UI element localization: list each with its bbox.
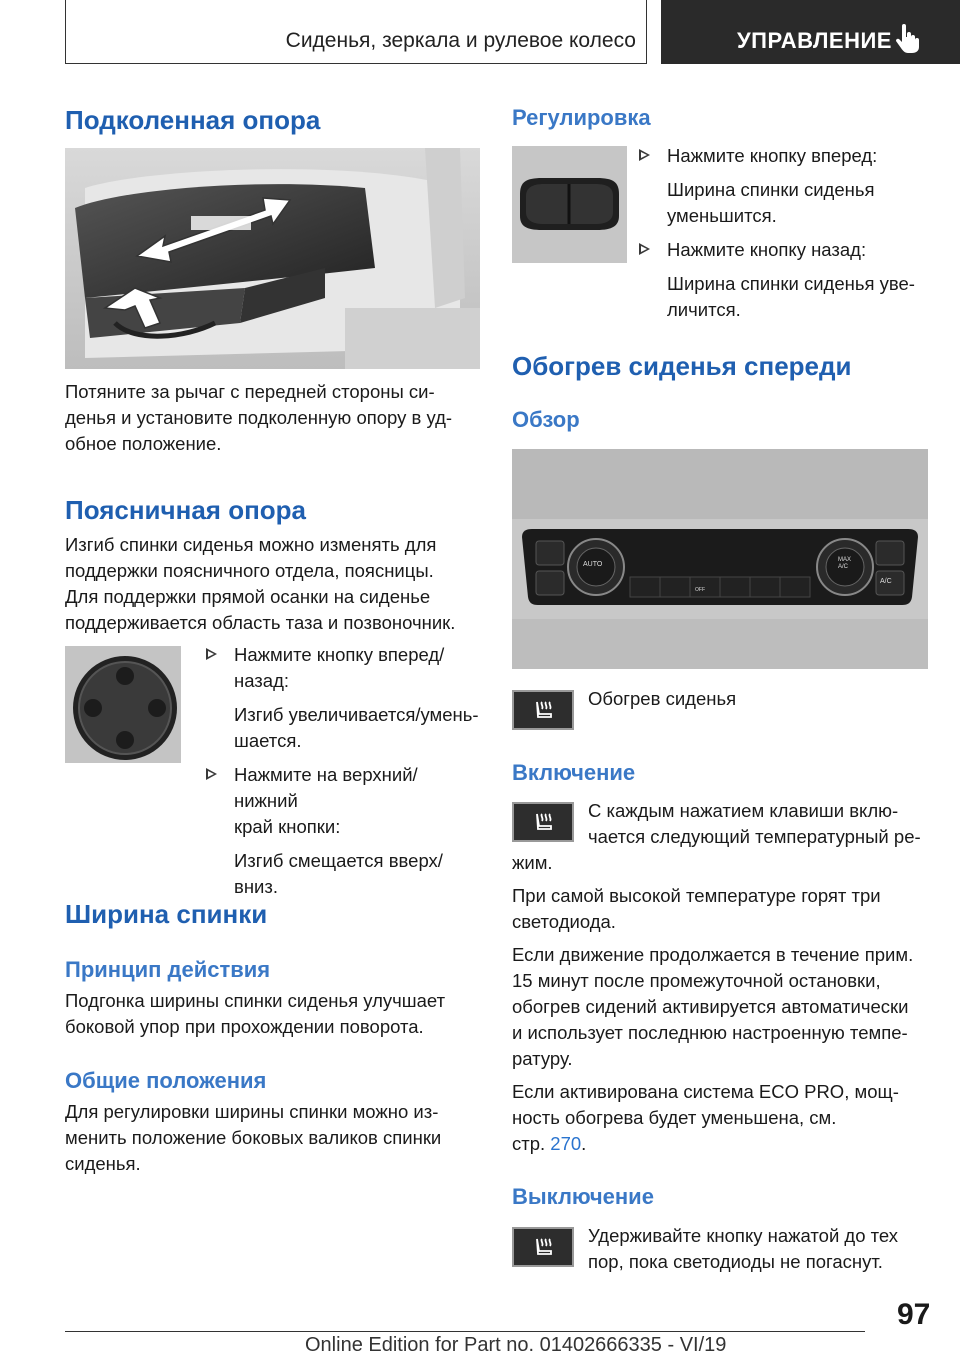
- bullet-triangle-icon: [639, 243, 650, 255]
- bullet-triangle-icon: [206, 648, 217, 660]
- bullet-triangle-icon: [206, 768, 217, 780]
- seat-heating-title: Обогрев сиденья спереди: [512, 351, 852, 381]
- lumbar-step-1-line-2: назад:: [234, 670, 290, 691]
- width-result-1: [639, 177, 930, 229]
- off-button-label: OFF: [695, 587, 705, 593]
- lumbar-step-1-line-1: Нажмите кнопку вперед/: [234, 644, 445, 665]
- switch-on-text-2: чается следующий температурный ре-: [588, 826, 921, 847]
- principle-text-1: Подгонка ширины спинки сиденья улучшает: [65, 990, 446, 1011]
- highest-temp-text-2: светодиода.: [512, 911, 616, 932]
- knee-support-title: Подколенная опора: [65, 105, 321, 135]
- width-result-1-line-1: Ширина спинки сиденья: [667, 179, 875, 200]
- overview-title: Обзор: [512, 407, 580, 432]
- header-section-title: УПРАВЛЕНИЕ: [737, 28, 892, 53]
- adjust-title: Регулировка: [512, 105, 651, 130]
- switch-off-title: Выключение: [512, 1184, 654, 1209]
- highest-temp-text-1: При самой высокой температуре горят три: [512, 885, 881, 906]
- auto-activation-text-5: ратуру.: [512, 1048, 573, 1069]
- page-ref-prefix: стр.: [512, 1133, 551, 1154]
- switch-on-text-3: жим.: [512, 852, 553, 873]
- width-result-2-line-2: личится.: [667, 299, 741, 320]
- knee-support-text-1: Потяните за рычаг с передней стороны си-: [65, 381, 435, 402]
- lumbar-step-2: [206, 762, 480, 840]
- principle-title: Принцип действия: [65, 957, 271, 982]
- backrest-width-title: Ширина спинки: [65, 899, 268, 929]
- auto-button-label: AUTO: [583, 561, 603, 568]
- lumbar-result-2: [206, 848, 480, 900]
- width-result-2-line-1: Ширина спинки сиденья уве-: [667, 273, 915, 294]
- footer-divider: [65, 1331, 865, 1332]
- header-chapter-box: [65, 0, 647, 64]
- bullet-triangle-icon: [639, 149, 650, 161]
- general-title: Общие положения: [65, 1068, 267, 1093]
- switch-off-text-1: Удерживайте кнопку нажатой до тех: [588, 1225, 899, 1246]
- principle-text-2: боковой упор при прохождении поворота.: [65, 1016, 424, 1037]
- knee-support-text-2: денья и установите подколенную опору в уд-: [65, 407, 453, 428]
- lumbar-result-2-line-2: вниз.: [234, 876, 279, 897]
- eco-pro-page-ref: [512, 1131, 586, 1157]
- lumbar-step-1: [206, 642, 480, 694]
- footer-edition: Online Edition for Part no. 01402666335 - VI/19: [305, 1334, 727, 1356]
- lumbar-result-1: [206, 702, 480, 754]
- lumbar-support-title: Поясничная опора: [65, 495, 307, 525]
- seat-heating-icon: [512, 1227, 574, 1267]
- seat-heating-icon: [512, 802, 574, 842]
- width-step-2-line-1: Нажмите кнопку назад:: [667, 239, 867, 260]
- general-text-2: менить положение боковых валиков спинки: [65, 1127, 442, 1148]
- knee-support-photo: [65, 148, 480, 369]
- auto-activation-text-4: и использует последнюю настроенную темпе-: [512, 1022, 908, 1043]
- general-text-1: Для регулировки ширины спинки можно из-: [65, 1101, 439, 1122]
- lumbar-text-2: поддержки поясничного отдела, поясницы.: [65, 560, 434, 581]
- page-number: 97: [897, 1298, 931, 1331]
- width-result-1-line-2: уменьшится.: [667, 205, 777, 226]
- switch-on-title: Включение: [512, 760, 636, 785]
- lumbar-result-1-line-1: Изгиб увеличивается/умень-: [234, 704, 479, 725]
- ac-button-label: A/C: [880, 578, 892, 585]
- width-step-1-line-1: Нажмите кнопку вперед:: [667, 145, 878, 166]
- lumbar-text-1: Изгиб спинки сиденья можно изменять для: [65, 534, 437, 555]
- knee-support-text-3: обное положение.: [65, 433, 222, 454]
- width-step-2: [639, 237, 930, 263]
- header-chapter-title: Сиденья, зеркала и рулевое колесо: [285, 29, 636, 52]
- seat-heating-icon: [512, 690, 574, 730]
- auto-activation-text-2: 15 минут после промежуточной остановки,: [512, 970, 881, 991]
- climate-panel-photo: [512, 449, 928, 669]
- width-result-2: [639, 271, 930, 323]
- page-ref-link[interactable]: 270: [550, 1133, 582, 1154]
- width-instructions: [639, 143, 930, 323]
- lumbar-text-4: поддерживается область таза и позвоночник.: [65, 612, 456, 633]
- lumbar-text-3: Для поддержки прямой осанки на сиденье: [65, 586, 431, 607]
- auto-activation-text-1: Если движение продолжается в течение прим.: [512, 944, 914, 965]
- lumbar-result-1-line-2: шается.: [234, 730, 302, 751]
- eco-pro-text-1: Если активирована система ECO PRO, мощ-: [512, 1081, 899, 1102]
- lumbar-step-2-line-2: край кнопки:: [234, 816, 341, 837]
- eco-pro-text-2: ность обогрева будет уменьшена, см.: [512, 1107, 837, 1128]
- lumbar-step-2-line-1: Нажмите на верхний/нижний: [234, 764, 418, 811]
- lumbar-result-2-line-1: Изгиб смещается вверх/: [234, 850, 443, 871]
- hand-pointer-icon: [895, 24, 921, 54]
- header-section-box: [661, 0, 960, 64]
- general-text-3: сиденья.: [65, 1153, 141, 1174]
- width-button-photo: [512, 146, 627, 263]
- max-ac-button-label: MAX A/C: [838, 557, 852, 570]
- seat-heating-caption: Обогрев сиденья: [588, 688, 737, 709]
- switch-off-text-2: пор, пока светодиоды не погаснут.: [588, 1251, 883, 1272]
- auto-activation-text-3: обогрев сидений активируется автоматически: [512, 996, 909, 1017]
- switch-on-text-1: С каждым нажатием клавиши вклю-: [588, 800, 899, 821]
- lumbar-instructions: [206, 642, 480, 900]
- width-step-1: [639, 143, 930, 169]
- page-ref-suffix: .: [581, 1133, 587, 1154]
- lumbar-button-photo: [65, 646, 181, 763]
